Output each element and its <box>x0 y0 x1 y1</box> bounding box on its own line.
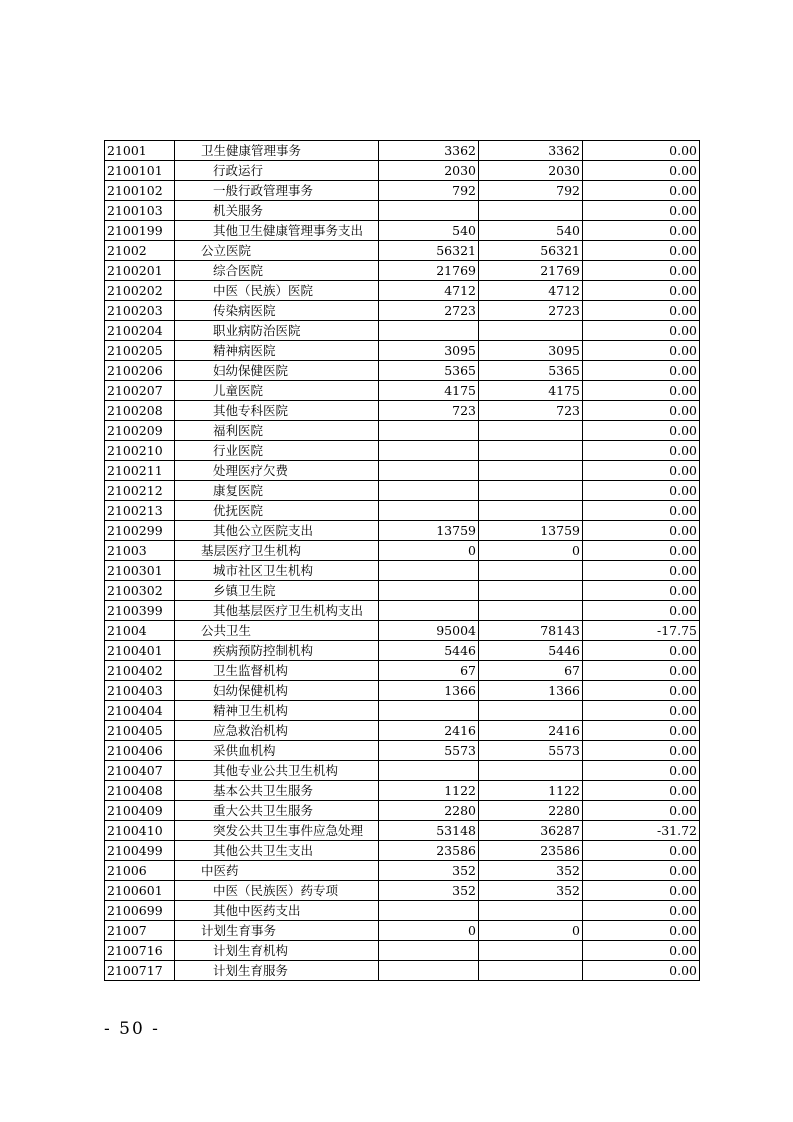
row-change-percent: -31.72 <box>583 821 700 841</box>
row-code: 2100716 <box>105 941 175 961</box>
row-change-percent: 0.00 <box>583 141 700 161</box>
row-name: 职业病防治医院 <box>175 321 379 341</box>
row-value-1: 723 <box>379 401 479 421</box>
row-code: 21003 <box>105 541 175 561</box>
row-change-percent: 0.00 <box>583 641 700 661</box>
row-name: 基本公共卫生服务 <box>175 781 379 801</box>
row-name: 重大公共卫生服务 <box>175 801 379 821</box>
row-name: 应急救治机构 <box>175 721 379 741</box>
table-row <box>105 421 700 441</box>
table-row <box>105 561 700 581</box>
row-code: 21004 <box>105 621 175 641</box>
table-row <box>105 441 700 461</box>
row-value-2: 78143 <box>479 621 583 641</box>
row-value-2: 3362 <box>479 141 583 161</box>
row-value-2 <box>479 581 583 601</box>
row-name: 福利医院 <box>175 421 379 441</box>
table-row <box>105 501 700 521</box>
row-value-2: 5446 <box>479 641 583 661</box>
row-code: 21002 <box>105 241 175 261</box>
row-code: 2100102 <box>105 181 175 201</box>
row-value-1: 3362 <box>379 141 479 161</box>
row-code: 2100199 <box>105 221 175 241</box>
row-value-1 <box>379 601 479 621</box>
row-value-1: 2723 <box>379 301 479 321</box>
row-change-percent: 0.00 <box>583 801 700 821</box>
row-change-percent: 0.00 <box>583 861 700 881</box>
table-row <box>105 381 700 401</box>
row-value-2: 352 <box>479 881 583 901</box>
row-code: 21001 <box>105 141 175 161</box>
row-change-percent: 0.00 <box>583 521 700 541</box>
row-name: 卫生监督机构 <box>175 661 379 681</box>
table-row <box>105 341 700 361</box>
table-row <box>105 321 700 341</box>
row-value-2: 1366 <box>479 681 583 701</box>
row-code: 2100302 <box>105 581 175 601</box>
row-value-2 <box>479 201 583 221</box>
row-code: 2100717 <box>105 961 175 981</box>
row-code: 2100101 <box>105 161 175 181</box>
table-row <box>105 281 700 301</box>
row-change-percent: 0.00 <box>583 761 700 781</box>
row-value-1: 1122 <box>379 781 479 801</box>
row-change-percent: 0.00 <box>583 741 700 761</box>
row-name: 机关服务 <box>175 201 379 221</box>
row-change-percent: 0.00 <box>583 701 700 721</box>
row-value-2: 13759 <box>479 521 583 541</box>
row-name: 疾病预防控制机构 <box>175 641 379 661</box>
table-row <box>105 481 700 501</box>
row-value-2: 2030 <box>479 161 583 181</box>
table-row <box>105 821 700 841</box>
row-change-percent: 0.00 <box>583 481 700 501</box>
table-row <box>105 361 700 381</box>
row-name: 公立医院 <box>175 241 379 261</box>
row-value-1: 1366 <box>379 681 479 701</box>
row-name: 计划生育服务 <box>175 961 379 981</box>
row-name: 突发公共卫生事件应急处理 <box>175 821 379 841</box>
row-value-1: 0 <box>379 921 479 941</box>
row-code: 2100211 <box>105 461 175 481</box>
table-row <box>105 641 700 661</box>
row-value-2: 23586 <box>479 841 583 861</box>
row-change-percent: 0.00 <box>583 501 700 521</box>
row-value-1 <box>379 201 479 221</box>
row-change-percent: 0.00 <box>583 461 700 481</box>
table-row <box>105 881 700 901</box>
row-value-1 <box>379 941 479 961</box>
row-value-1 <box>379 481 479 501</box>
row-value-1: 13759 <box>379 521 479 541</box>
row-code: 2100202 <box>105 281 175 301</box>
row-value-2: 21769 <box>479 261 583 281</box>
row-value-1 <box>379 421 479 441</box>
table-row <box>105 301 700 321</box>
row-change-percent: 0.00 <box>583 361 700 381</box>
row-code: 2100410 <box>105 821 175 841</box>
row-code: 2100205 <box>105 341 175 361</box>
row-code: 2100203 <box>105 301 175 321</box>
row-code: 2100209 <box>105 421 175 441</box>
row-code: 2100399 <box>105 601 175 621</box>
row-name: 其他专业公共卫生机构 <box>175 761 379 781</box>
row-change-percent: 0.00 <box>583 281 700 301</box>
row-change-percent: 0.00 <box>583 661 700 681</box>
row-value-2 <box>479 961 583 981</box>
row-name: 其他中医药支出 <box>175 901 379 921</box>
table-row <box>105 841 700 861</box>
row-change-percent: 0.00 <box>583 161 700 181</box>
row-value-2 <box>479 901 583 921</box>
row-value-1: 4175 <box>379 381 479 401</box>
row-value-2: 3095 <box>479 341 583 361</box>
row-value-1: 352 <box>379 881 479 901</box>
row-change-percent: 0.00 <box>583 201 700 221</box>
budget-table-body <box>105 141 700 981</box>
table-row <box>105 921 700 941</box>
table-row <box>105 181 700 201</box>
row-value-1: 792 <box>379 181 479 201</box>
row-value-1 <box>379 461 479 481</box>
row-change-percent: 0.00 <box>583 721 700 741</box>
row-value-1: 95004 <box>379 621 479 641</box>
row-change-percent: 0.00 <box>583 261 700 281</box>
row-value-1: 2280 <box>379 801 479 821</box>
table-row <box>105 581 700 601</box>
table-row <box>105 741 700 761</box>
row-value-2: 2723 <box>479 301 583 321</box>
row-value-1: 352 <box>379 861 479 881</box>
table-row <box>105 661 700 681</box>
row-name: 中医（民族医）药专项 <box>175 881 379 901</box>
table-row <box>105 521 700 541</box>
row-value-1: 4712 <box>379 281 479 301</box>
row-code: 2100409 <box>105 801 175 821</box>
row-value-2: 2280 <box>479 801 583 821</box>
table-row <box>105 261 700 281</box>
row-name: 妇幼保健机构 <box>175 681 379 701</box>
row-change-percent: 0.00 <box>583 961 700 981</box>
row-change-percent: 0.00 <box>583 881 700 901</box>
row-name: 卫生健康管理事务 <box>175 141 379 161</box>
row-value-2: 56321 <box>479 241 583 261</box>
row-change-percent: 0.00 <box>583 241 700 261</box>
row-name: 计划生育机构 <box>175 941 379 961</box>
row-value-2 <box>479 441 583 461</box>
row-value-2: 352 <box>479 861 583 881</box>
row-name: 综合医院 <box>175 261 379 281</box>
row-name: 一般行政管理事务 <box>175 181 379 201</box>
budget-table <box>104 140 700 981</box>
row-value-1: 5365 <box>379 361 479 381</box>
row-name: 传染病医院 <box>175 301 379 321</box>
row-value-2: 792 <box>479 181 583 201</box>
row-value-2: 2416 <box>479 721 583 741</box>
row-value-1: 5573 <box>379 741 479 761</box>
table-row <box>105 241 700 261</box>
row-name: 城市社区卫生机构 <box>175 561 379 581</box>
page-number: - 50 - <box>104 1019 160 1039</box>
row-name: 行政运行 <box>175 161 379 181</box>
row-value-2 <box>479 501 583 521</box>
table-row <box>105 461 700 481</box>
row-value-1: 0 <box>379 541 479 561</box>
row-change-percent: 0.00 <box>583 901 700 921</box>
table-row <box>105 801 700 821</box>
row-code: 2100213 <box>105 501 175 521</box>
row-code: 2100403 <box>105 681 175 701</box>
row-value-2: 4712 <box>479 281 583 301</box>
row-code: 2100201 <box>105 261 175 281</box>
row-name: 公共卫生 <box>175 621 379 641</box>
row-name: 行业医院 <box>175 441 379 461</box>
row-change-percent: 0.00 <box>583 401 700 421</box>
row-code: 2100208 <box>105 401 175 421</box>
row-value-2 <box>479 761 583 781</box>
row-code: 2100103 <box>105 201 175 221</box>
table-row <box>105 861 700 881</box>
row-value-2 <box>479 701 583 721</box>
row-change-percent: 0.00 <box>583 561 700 581</box>
row-name: 其他公立医院支出 <box>175 521 379 541</box>
table-row <box>105 781 700 801</box>
row-name: 精神卫生机构 <box>175 701 379 721</box>
row-value-2 <box>479 561 583 581</box>
row-change-percent: -17.75 <box>583 621 700 641</box>
table-row <box>105 141 700 161</box>
row-value-1 <box>379 441 479 461</box>
row-value-2 <box>479 461 583 481</box>
row-code: 2100408 <box>105 781 175 801</box>
row-change-percent: 0.00 <box>583 841 700 861</box>
row-value-1 <box>379 901 479 921</box>
row-change-percent: 0.00 <box>583 581 700 601</box>
row-name: 计划生育事务 <box>175 921 379 941</box>
row-value-1: 5446 <box>379 641 479 661</box>
row-value-2: 67 <box>479 661 583 681</box>
row-value-2: 540 <box>479 221 583 241</box>
table-row <box>105 961 700 981</box>
row-value-1 <box>379 321 479 341</box>
row-change-percent: 0.00 <box>583 601 700 621</box>
row-code: 2100301 <box>105 561 175 581</box>
row-value-1: 540 <box>379 221 479 241</box>
row-value-2 <box>479 601 583 621</box>
row-code: 2100402 <box>105 661 175 681</box>
table-row <box>105 401 700 421</box>
row-value-2: 5573 <box>479 741 583 761</box>
row-code: 2100207 <box>105 381 175 401</box>
row-change-percent: 0.00 <box>583 421 700 441</box>
row-value-1 <box>379 581 479 601</box>
row-change-percent: 0.00 <box>583 341 700 361</box>
row-value-2 <box>479 321 583 341</box>
table-row <box>105 681 700 701</box>
row-code: 2100499 <box>105 841 175 861</box>
row-value-1 <box>379 761 479 781</box>
row-value-1: 21769 <box>379 261 479 281</box>
row-change-percent: 0.00 <box>583 541 700 561</box>
row-value-2 <box>479 481 583 501</box>
row-code: 2100405 <box>105 721 175 741</box>
row-code: 2100401 <box>105 641 175 661</box>
table-row <box>105 901 700 921</box>
row-code: 2100699 <box>105 901 175 921</box>
row-name: 中医药 <box>175 861 379 881</box>
row-code: 2100210 <box>105 441 175 461</box>
row-change-percent: 0.00 <box>583 781 700 801</box>
table-row <box>105 201 700 221</box>
row-value-1: 53148 <box>379 821 479 841</box>
row-code: 21006 <box>105 861 175 881</box>
row-name: 优抚医院 <box>175 501 379 521</box>
row-code: 2100404 <box>105 701 175 721</box>
row-code: 2100212 <box>105 481 175 501</box>
row-code: 2100206 <box>105 361 175 381</box>
row-name: 乡镇卫生院 <box>175 581 379 601</box>
row-change-percent: 0.00 <box>583 181 700 201</box>
row-change-percent: 0.00 <box>583 681 700 701</box>
table-row <box>105 161 700 181</box>
row-name: 妇幼保健医院 <box>175 361 379 381</box>
table-row <box>105 621 700 641</box>
row-name: 其他专科医院 <box>175 401 379 421</box>
row-value-1: 2030 <box>379 161 479 181</box>
row-code: 2100299 <box>105 521 175 541</box>
row-value-1: 3095 <box>379 341 479 361</box>
row-code: 21007 <box>105 921 175 941</box>
table-row <box>105 761 700 781</box>
row-value-1 <box>379 701 479 721</box>
row-name: 儿童医院 <box>175 381 379 401</box>
row-name: 采供血机构 <box>175 741 379 761</box>
table-row <box>105 701 700 721</box>
table-row <box>105 541 700 561</box>
table-row <box>105 221 700 241</box>
row-name: 其他卫生健康管理事务支出 <box>175 221 379 241</box>
row-name: 中医（民族）医院 <box>175 281 379 301</box>
row-change-percent: 0.00 <box>583 221 700 241</box>
row-code: 2100601 <box>105 881 175 901</box>
table-row <box>105 601 700 621</box>
row-change-percent: 0.00 <box>583 941 700 961</box>
row-code: 2100204 <box>105 321 175 341</box>
row-value-2: 5365 <box>479 361 583 381</box>
row-value-1: 67 <box>379 661 479 681</box>
row-value-1: 2416 <box>379 721 479 741</box>
row-value-2: 723 <box>479 401 583 421</box>
row-change-percent: 0.00 <box>583 921 700 941</box>
table-row <box>105 941 700 961</box>
row-name: 精神病医院 <box>175 341 379 361</box>
row-value-2: 0 <box>479 541 583 561</box>
row-change-percent: 0.00 <box>583 301 700 321</box>
row-change-percent: 0.00 <box>583 321 700 341</box>
row-value-2: 0 <box>479 921 583 941</box>
row-value-1: 23586 <box>379 841 479 861</box>
row-code: 2100407 <box>105 761 175 781</box>
row-value-2: 1122 <box>479 781 583 801</box>
row-change-percent: 0.00 <box>583 381 700 401</box>
row-value-2 <box>479 941 583 961</box>
row-value-2 <box>479 421 583 441</box>
row-value-1 <box>379 961 479 981</box>
row-name: 其他基层医疗卫生机构支出 <box>175 601 379 621</box>
row-name: 其他公共卫生支出 <box>175 841 379 861</box>
table-row <box>105 721 700 741</box>
row-value-1 <box>379 561 479 581</box>
row-name: 基层医疗卫生机构 <box>175 541 379 561</box>
row-code: 2100406 <box>105 741 175 761</box>
row-name: 处理医疗欠费 <box>175 461 379 481</box>
row-value-2: 4175 <box>479 381 583 401</box>
row-name: 康复医院 <box>175 481 379 501</box>
row-change-percent: 0.00 <box>583 441 700 461</box>
row-value-1: 56321 <box>379 241 479 261</box>
row-value-1 <box>379 501 479 521</box>
row-value-2: 36287 <box>479 821 583 841</box>
